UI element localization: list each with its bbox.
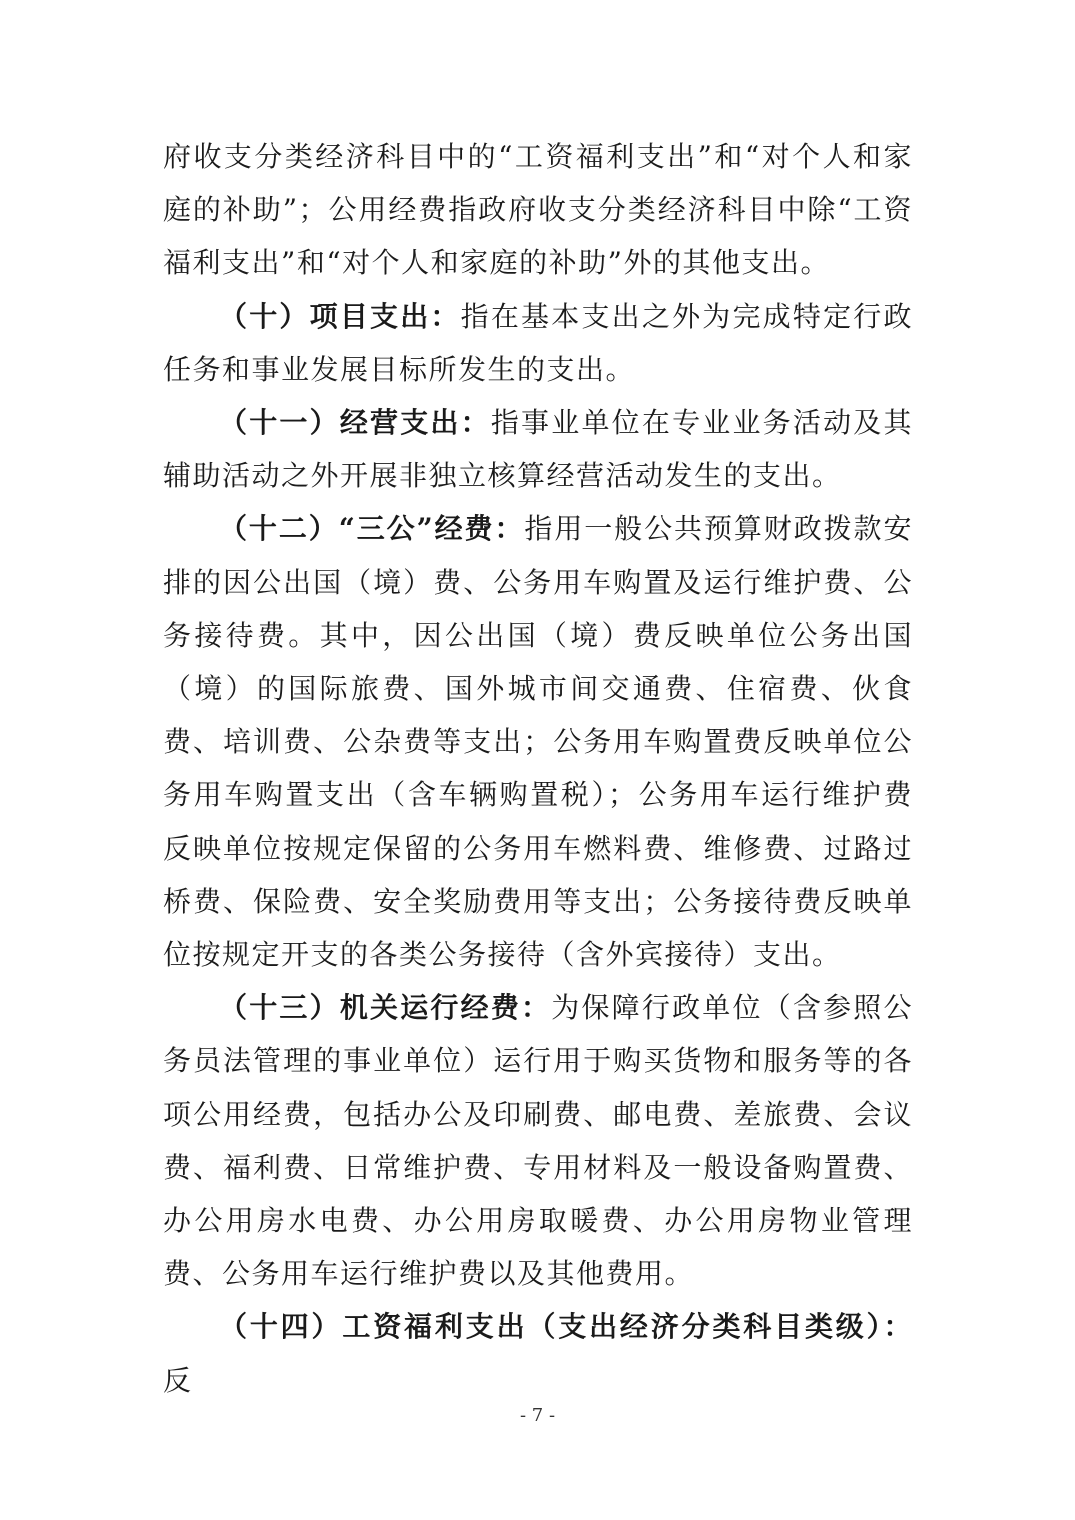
paragraph-operating-expenditure <box>163 396 913 502</box>
paragraph-text: 指用一般公共预算财政拨款安排的因公出国（境）费、公务用车购置及运行维护费、公务接待费。其中，因公出国（境）费反映单位公务出国（境）的国际旅费、国外城市间交通费、住宿费、伙食费、培训费、公杂费等支出；公务用车购置费反映单位公务用车购置支出（含车辆购置税）；公务用车运行维护费反映单位按规定保留的公务用车燃料费、维修费、过路过桥费、保险费、安全奖励费用等支出；公务接待费反映单位按规定开支的各类公务接待（含外宾接待）支出。 <box>163 512 913 972</box>
paragraph-continuation <box>163 130 913 290</box>
paragraph-text: 府收支分类经济科目中的“工资福利支出”和“对个人和家庭的补助”；公用经费指政府收支分类经济科目中除“工资福利支出”和“对个人和家庭的补助”外的其他支出。 <box>163 140 913 280</box>
paragraph-text: 指事业单位在专业业务活动及其辅助活动之外开展非独立核算经营活动发生的支出。 <box>163 406 913 493</box>
paragraph-heading: （十四）工资福利支出（支出经济分类科目类级）： <box>219 1310 913 1344</box>
paragraph-project-expenditure <box>163 290 913 396</box>
paragraph-agency-operating-funds <box>163 981 913 1300</box>
document-body <box>163 130 913 1407</box>
paragraph-text: 指在基本支出之外为完成特定行政任务和事业发展目标所发生的支出。 <box>163 299 913 386</box>
paragraph-three-public-funds <box>163 502 913 981</box>
paragraph-wage-welfare-expenditure <box>163 1300 913 1406</box>
paragraph-text: 为保障行政单位（含参照公务员法管理的事业单位）运行用于购买货物和服务等的各项公用经费，包括办公及印刷费、邮电费、差旅费、会议费、福利费、日常维护费、专用材料及一般设备购置费、办公用房水电费、办公用房取暖费、办公用房物业管理费、公务用车运行维护费以及其他费用。 <box>163 991 913 1291</box>
paragraph-heading: （十）项目支出： <box>219 299 461 333</box>
page-number: - 7 - <box>519 1405 556 1426</box>
paragraph-heading: （十三）机关运行经费： <box>219 991 552 1025</box>
paragraph-heading: （十二）“三公”经费： <box>219 512 525 546</box>
paragraph-text: 反 <box>163 1363 193 1397</box>
paragraph-heading: （十一）经营支出： <box>219 406 491 440</box>
